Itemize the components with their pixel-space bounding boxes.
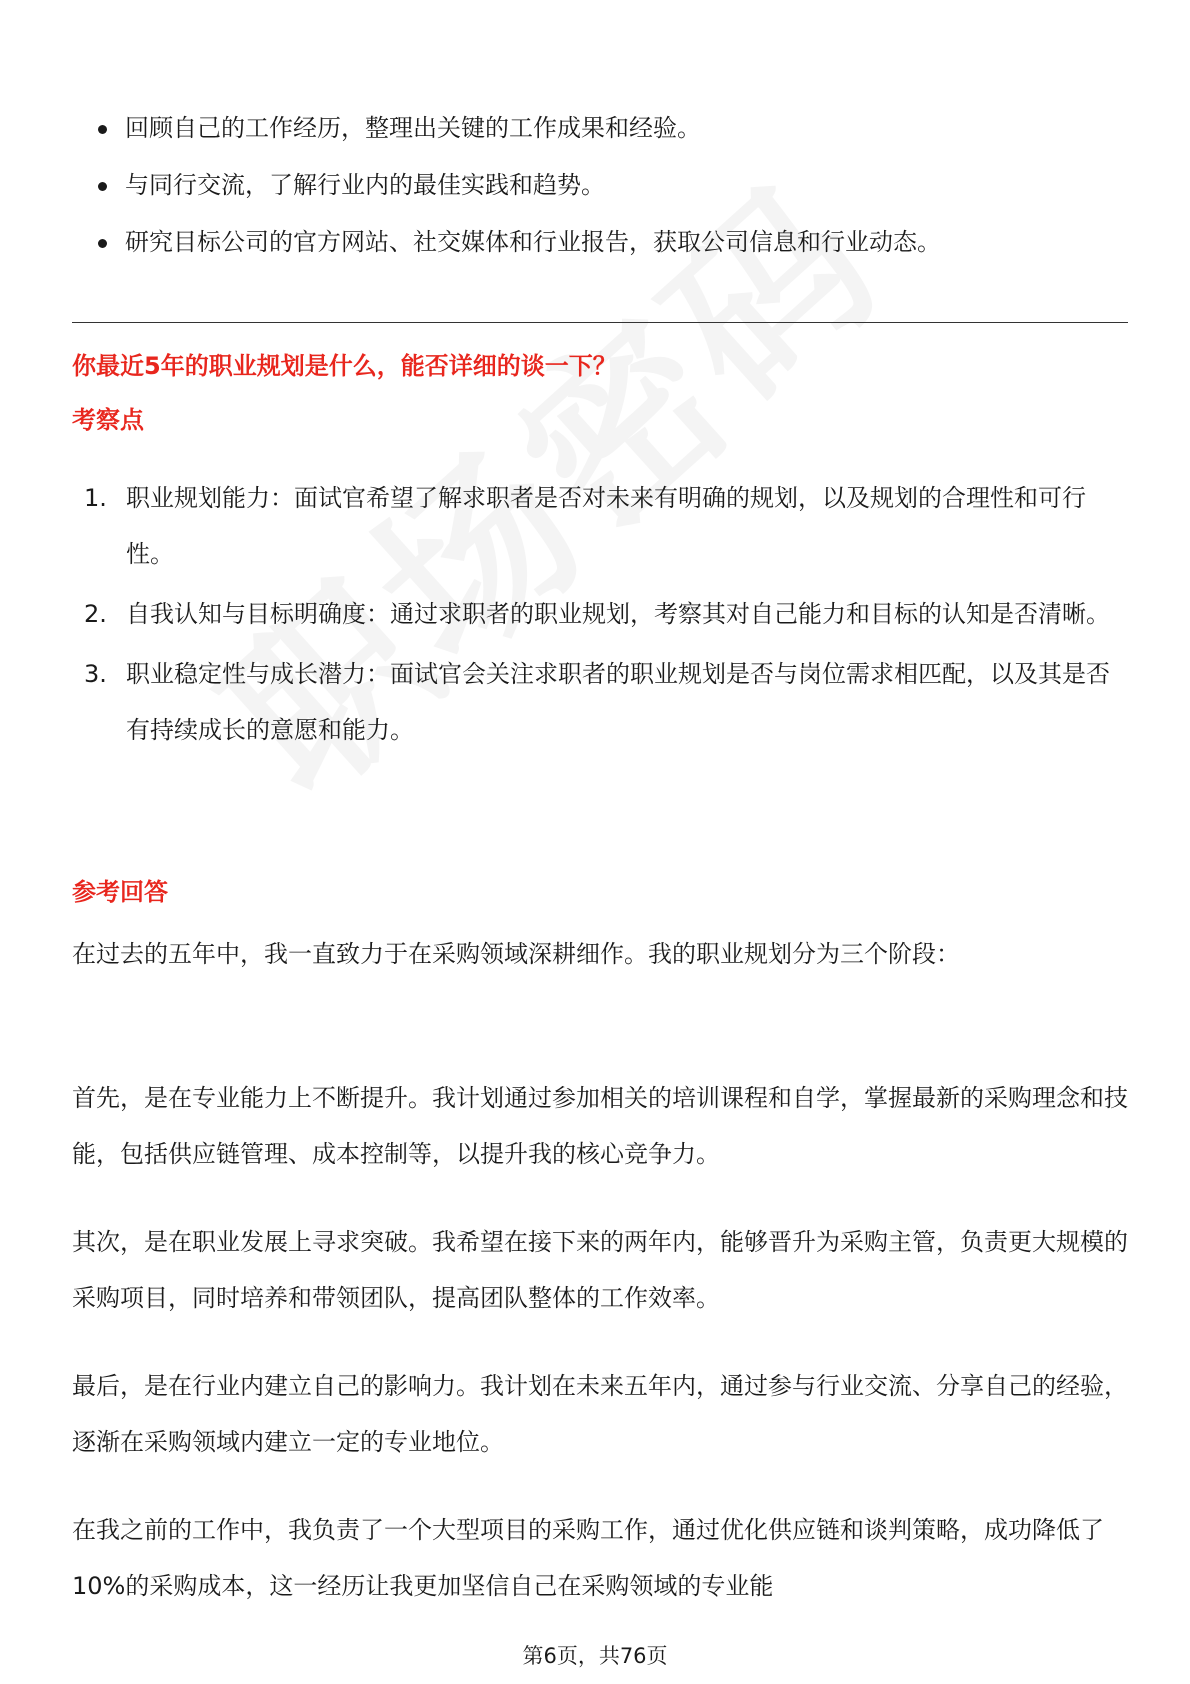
assessment-heading: 考察点	[72, 406, 144, 434]
list-item	[84, 646, 1128, 758]
list-number: 2.	[84, 600, 107, 628]
answer-heading: 参考回答	[72, 878, 168, 906]
list-item	[84, 470, 1128, 582]
list-number: 1.	[84, 484, 107, 512]
list-text: 职业稳定性与成长潜力：面试官会关注求职者的职业规划是否与岗位需求相匹配，以及其是否有持续成长的意愿和能力。	[126, 660, 1110, 744]
assessment-list	[84, 470, 1128, 762]
list-number: 3.	[84, 660, 107, 688]
answer-paragraph: 在我之前的工作中，我负责了一个大型项目的采购工作，通过优化供应链和谈判策略，成功降低了10%的采购成本，这一经历让我更加坚信自己在采购领域的专业能	[72, 1516, 1104, 1600]
bullet-list	[97, 100, 941, 271]
list-text: 职业规划能力：面试官希望了解求职者是否对未来有明确的规划，以及规划的合理性和可行性。	[126, 484, 1086, 568]
page-footer: 第6页，共76页	[522, 1644, 668, 1668]
answer-paragraph: 其次，是在职业发展上寻求突破。我希望在接下来的两年内，能够晋升为采购主管，负责更大规模的采购项目，同时培养和带领团队，提高团队整体的工作效率。	[72, 1228, 1128, 1312]
section-divider	[72, 322, 1128, 323]
answer-paragraph: 首先，是在专业能力上不断提升。我计划通过参加相关的培训课程和自学，掌握最新的采购理念和技能，包括供应链管理、成本控制等，以提升我的核心竞争力。	[72, 1084, 1128, 1168]
question-title: 你最近5年的职业规划是什么，能否详细的谈一下？	[72, 352, 617, 380]
list-text: 自我认知与目标明确度：通过求职者的职业规划，考察其对自己能力和目标的认知是否清晰。	[126, 600, 1110, 628]
list-item: 研究目标公司的官方网站、社交媒体和行业报告，获取公司信息和行业动态。	[97, 214, 941, 271]
list-item: 与同行交流，了解行业内的最佳实践和趋势。	[97, 157, 941, 214]
answer-paragraph: 在过去的五年中，我一直致力于在采购领域深耕细作。我的职业规划分为三个阶段：	[72, 940, 960, 968]
answer-paragraph: 最后，是在行业内建立自己的影响力。我计划在未来五年内，通过参与行业交流、分享自己的经验，逐渐在采购领域内建立一定的专业地位。	[72, 1372, 1128, 1456]
list-item	[84, 586, 1128, 642]
list-item: 回顾自己的工作经历，整理出关键的工作成果和经验。	[97, 100, 941, 157]
